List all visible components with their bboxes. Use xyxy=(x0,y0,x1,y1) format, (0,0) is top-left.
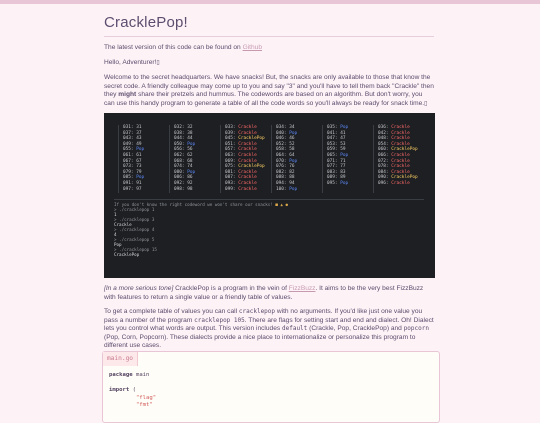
row-number: 088: xyxy=(276,175,287,181)
row-value: 38 xyxy=(184,130,193,136)
latest-version-prefix: The latest version of this code can be found on xyxy=(104,44,243,51)
terminal-screenshot xyxy=(104,113,435,278)
row-number: 046: xyxy=(276,136,287,142)
row-value: Pop xyxy=(184,141,196,147)
row-number: 052: xyxy=(276,141,287,147)
anchor-icon[interactable]: ▯ xyxy=(424,100,428,107)
row-value: 89 xyxy=(337,175,346,181)
row-value: Crackle xyxy=(388,180,410,186)
row-number: 099: xyxy=(225,186,236,192)
row-number: 100: xyxy=(276,186,287,192)
details-text-d: (Crackle, Pop, CracklePop) and xyxy=(307,325,404,333)
row-value: Crackle xyxy=(235,158,257,164)
row-number: 051: xyxy=(225,141,236,147)
row-number: 080: xyxy=(174,169,185,175)
row-number: 078: xyxy=(378,164,389,170)
serious-italic: [In a more serious tone] xyxy=(104,285,174,292)
snack-emoji-icon: ■ ▲ ● xyxy=(275,202,288,207)
row-value: Crackle xyxy=(388,136,410,142)
serious-paragraph xyxy=(104,285,434,302)
row-number: 035: xyxy=(327,125,338,130)
row-value: 79 xyxy=(133,169,142,175)
page xyxy=(0,4,540,409)
row-number: 095: xyxy=(327,180,338,186)
row-value: 44 xyxy=(184,136,193,142)
row-value: Pop xyxy=(286,186,298,192)
serious-text-b: . It aims to be the very best FizzBuzz with features to return a single value or a friendly table of values. xyxy=(104,285,424,301)
row-value: CracklePop xyxy=(388,175,418,181)
row-value: 76 xyxy=(286,164,295,170)
row-value: Crackle xyxy=(388,141,410,147)
terminal-output: CracklePop xyxy=(114,252,140,257)
row-value: CracklePop xyxy=(235,164,265,170)
row-number: 054: xyxy=(378,141,389,147)
row-number: 096: xyxy=(378,180,389,186)
row-number: 043: xyxy=(123,136,134,142)
code-line: import ( xyxy=(109,387,136,394)
row-value: Pop xyxy=(133,147,145,153)
row-value: Pop xyxy=(286,158,298,164)
terminal-command: > ./cracklepop 3 xyxy=(114,217,155,222)
inline-code: cracklepop 105 xyxy=(194,316,245,324)
row-number: 074: xyxy=(174,164,185,170)
greeting-text: Hello, Adventurer! xyxy=(104,59,157,66)
inline-code: popcorn xyxy=(403,325,429,333)
row-value: 49 xyxy=(133,141,142,147)
row-number: 040: xyxy=(276,130,287,136)
terminal-output: Crackle xyxy=(114,222,132,227)
page-title: CracklePop! xyxy=(104,14,188,31)
row-number: 073: xyxy=(123,164,134,170)
row-number: 053: xyxy=(327,141,338,147)
row-value: 77 xyxy=(337,164,346,170)
row-value: 97 xyxy=(133,186,142,192)
row-number: 087: xyxy=(225,175,236,181)
row-number: 034: xyxy=(276,125,287,130)
row-value: Pop xyxy=(133,175,145,181)
row-number: 083: xyxy=(327,169,338,175)
row-number: 032: xyxy=(174,125,185,130)
row-number: 037: xyxy=(123,130,134,136)
terminal-notice: If you don't know the right codeword we won't share our snacks! ■ ▲ ● xyxy=(114,202,288,207)
row-number: 069: xyxy=(225,158,236,164)
row-number: 094: xyxy=(276,180,287,186)
row-value: Crackle xyxy=(388,164,410,170)
row-number: 055: xyxy=(123,147,134,153)
terminal-command: > ./cracklepop 1 xyxy=(114,207,155,212)
row-number: 068: xyxy=(174,158,185,164)
welcome-text-bold: might xyxy=(118,91,137,99)
row-value: 67 xyxy=(133,158,142,164)
row-value: Crackle xyxy=(388,152,410,158)
row-value: 58 xyxy=(286,147,295,153)
row-number: 090: xyxy=(378,175,389,181)
inline-code: default xyxy=(282,325,308,333)
details-paragraph xyxy=(104,308,434,351)
row-value: 46 xyxy=(286,136,295,142)
row-number: 067: xyxy=(123,158,134,164)
row-number: 071: xyxy=(327,158,338,164)
row-value: Pop xyxy=(337,152,349,158)
row-number: 079: xyxy=(123,169,134,175)
row-value: Crackle xyxy=(388,158,410,164)
terminal-command: > ./cracklepop 5 xyxy=(114,237,155,242)
row-value: 41 xyxy=(337,130,346,136)
code-line: "flag" xyxy=(109,394,157,401)
row-number: 058: xyxy=(276,147,287,153)
serious-text-a: CracklePop is a program in the vein of xyxy=(173,285,289,292)
details-text-e: (Pop, Corn, Popcorn). These dialects provide a nice place to internationalize or personalize this program to different use cases. xyxy=(104,333,416,350)
row-value: Crackle xyxy=(235,147,257,153)
row-number: 039: xyxy=(225,130,236,136)
row-value: Pop xyxy=(337,125,349,130)
row-number: 047: xyxy=(327,136,338,142)
row-value: Crackle xyxy=(235,169,257,175)
row-value: Crackle xyxy=(388,125,410,130)
latest-version-text xyxy=(104,44,434,53)
row-number: 072: xyxy=(378,158,389,164)
row-number: 098: xyxy=(174,186,185,192)
row-value: 92 xyxy=(184,180,193,186)
row-number: 064: xyxy=(276,152,287,158)
terminal-row xyxy=(378,181,434,187)
row-number: 056: xyxy=(174,147,185,153)
row-number: 049: xyxy=(123,141,134,147)
row-value: Crackle xyxy=(235,130,257,136)
row-value: 53 xyxy=(337,141,346,147)
row-value: 52 xyxy=(286,141,295,147)
row-number: 059: xyxy=(327,147,338,153)
row-value: 68 xyxy=(184,158,193,164)
row-value: Crackle xyxy=(388,169,410,175)
details-text-c: . There are flags for setting start and end and dialect. Oh! Dialect lets you control what words are output. This version includes xyxy=(104,316,434,333)
row-number: 063: xyxy=(225,152,236,158)
details-text-a: To get a complete table of values you can call xyxy=(104,308,239,315)
row-number: 089: xyxy=(327,175,338,181)
welcome-text-a: Welcome to the secret headquarters. We have snacks! But, the snacks are only available to those that know the secret code. A friendly colleague may come up to you and say "3" and you'll have to tell them back "Crackle" then they xyxy=(104,74,434,99)
row-number: 097: xyxy=(123,186,134,192)
row-number: 075: xyxy=(225,164,236,170)
row-number: 086: xyxy=(174,175,185,181)
row-value: 82 xyxy=(286,169,295,175)
row-value: 62 xyxy=(184,152,193,158)
row-value: CracklePop xyxy=(235,136,265,142)
row-number: 048: xyxy=(378,136,389,142)
row-number: 031: xyxy=(123,125,134,130)
code-content xyxy=(109,372,156,410)
row-value: Pop xyxy=(286,130,298,136)
fizzbuzz-link[interactable]: FizzBuzz xyxy=(288,285,316,292)
terminal-output: 4 xyxy=(114,232,117,237)
row-number: 061: xyxy=(123,152,134,158)
row-number: 044: xyxy=(174,136,185,142)
row-number: 084: xyxy=(378,169,389,175)
title-divider xyxy=(104,36,434,37)
code-line xyxy=(109,380,156,388)
row-number: 066: xyxy=(378,152,389,158)
row-value: 56 xyxy=(184,147,193,153)
row-value: Pop xyxy=(184,169,196,175)
terminal-output: 1 xyxy=(114,212,117,217)
row-number: 070: xyxy=(276,158,287,164)
row-value: 88 xyxy=(286,175,295,181)
terminal-divider xyxy=(114,199,424,200)
row-number: 077: xyxy=(327,164,338,170)
row-value: 91 xyxy=(133,180,142,186)
welcome-paragraph xyxy=(104,74,434,108)
anchor-icon[interactable]: ▯ xyxy=(156,60,160,66)
terminal-session xyxy=(114,202,288,257)
row-value: Crackle xyxy=(235,186,257,192)
row-value: Crackle xyxy=(235,141,257,147)
row-number: 081: xyxy=(225,169,236,175)
terminal-output: Pop xyxy=(114,242,122,247)
row-number: 062: xyxy=(174,152,185,158)
row-number: 082: xyxy=(276,169,287,175)
row-number: 041: xyxy=(327,130,338,136)
row-number: 093: xyxy=(225,180,236,186)
file-tab[interactable]: main.go xyxy=(103,352,138,366)
row-number: 042: xyxy=(378,130,389,136)
row-value: 34 xyxy=(286,125,295,130)
row-value: 64 xyxy=(286,152,295,158)
row-value: 31 xyxy=(133,125,142,130)
row-value: 59 xyxy=(337,147,346,153)
terminal-table xyxy=(118,125,423,193)
row-value: Crackle xyxy=(235,180,257,186)
inline-code: cracklepop xyxy=(238,308,276,315)
row-number: 033: xyxy=(225,125,236,130)
row-number: 060: xyxy=(378,147,389,153)
row-value: Crackle xyxy=(235,125,257,130)
row-number: 057: xyxy=(225,147,236,153)
row-value: CracklePop xyxy=(388,147,418,153)
terminal-column xyxy=(373,125,434,193)
details-text-b: with no arguments. If you'd like just one value you pass a number of the program xyxy=(104,308,423,324)
row-number: 091: xyxy=(123,180,134,186)
welcome-text-b: share their pretzels and hummus. The codewords are based on an algorithm. But don't worry, you can use this handy program to generate a table of all the code words so you'll always be ready for snack time. xyxy=(104,91,425,107)
row-value: 37 xyxy=(133,130,142,136)
row-value: Crackle xyxy=(388,130,410,136)
row-number: 045: xyxy=(225,136,236,142)
greeting xyxy=(104,59,434,68)
row-value: 47 xyxy=(337,136,346,142)
row-value: 71 xyxy=(337,158,346,164)
github-link[interactable]: Github xyxy=(242,44,262,51)
row-number: 092: xyxy=(174,180,185,186)
row-value: 86 xyxy=(184,175,193,181)
row-value: Crackle xyxy=(235,152,257,158)
row-number: 085: xyxy=(123,175,134,181)
terminal-command: > ./cracklepop 15 xyxy=(114,247,157,252)
row-value: 32 xyxy=(184,125,193,130)
row-number: 036: xyxy=(378,125,389,130)
row-value: 43 xyxy=(133,136,142,142)
row-number: 065: xyxy=(327,152,338,158)
row-number: 050: xyxy=(174,141,185,147)
code-block xyxy=(102,351,440,423)
row-value: 94 xyxy=(286,180,295,186)
row-value: 73 xyxy=(133,164,142,170)
code-line: package main xyxy=(109,372,150,378)
row-number: 038: xyxy=(174,130,185,136)
row-value: Pop xyxy=(337,180,349,186)
row-value: 61 xyxy=(133,152,142,158)
row-value: 74 xyxy=(184,164,193,170)
row-value: 83 xyxy=(337,169,346,175)
row-value: 98 xyxy=(184,186,193,192)
code-line: "fmt" xyxy=(109,402,153,409)
row-value: Crackle xyxy=(235,175,257,181)
terminal-command: > ./cracklepop 4 xyxy=(114,227,155,232)
row-number: 076: xyxy=(276,164,287,170)
